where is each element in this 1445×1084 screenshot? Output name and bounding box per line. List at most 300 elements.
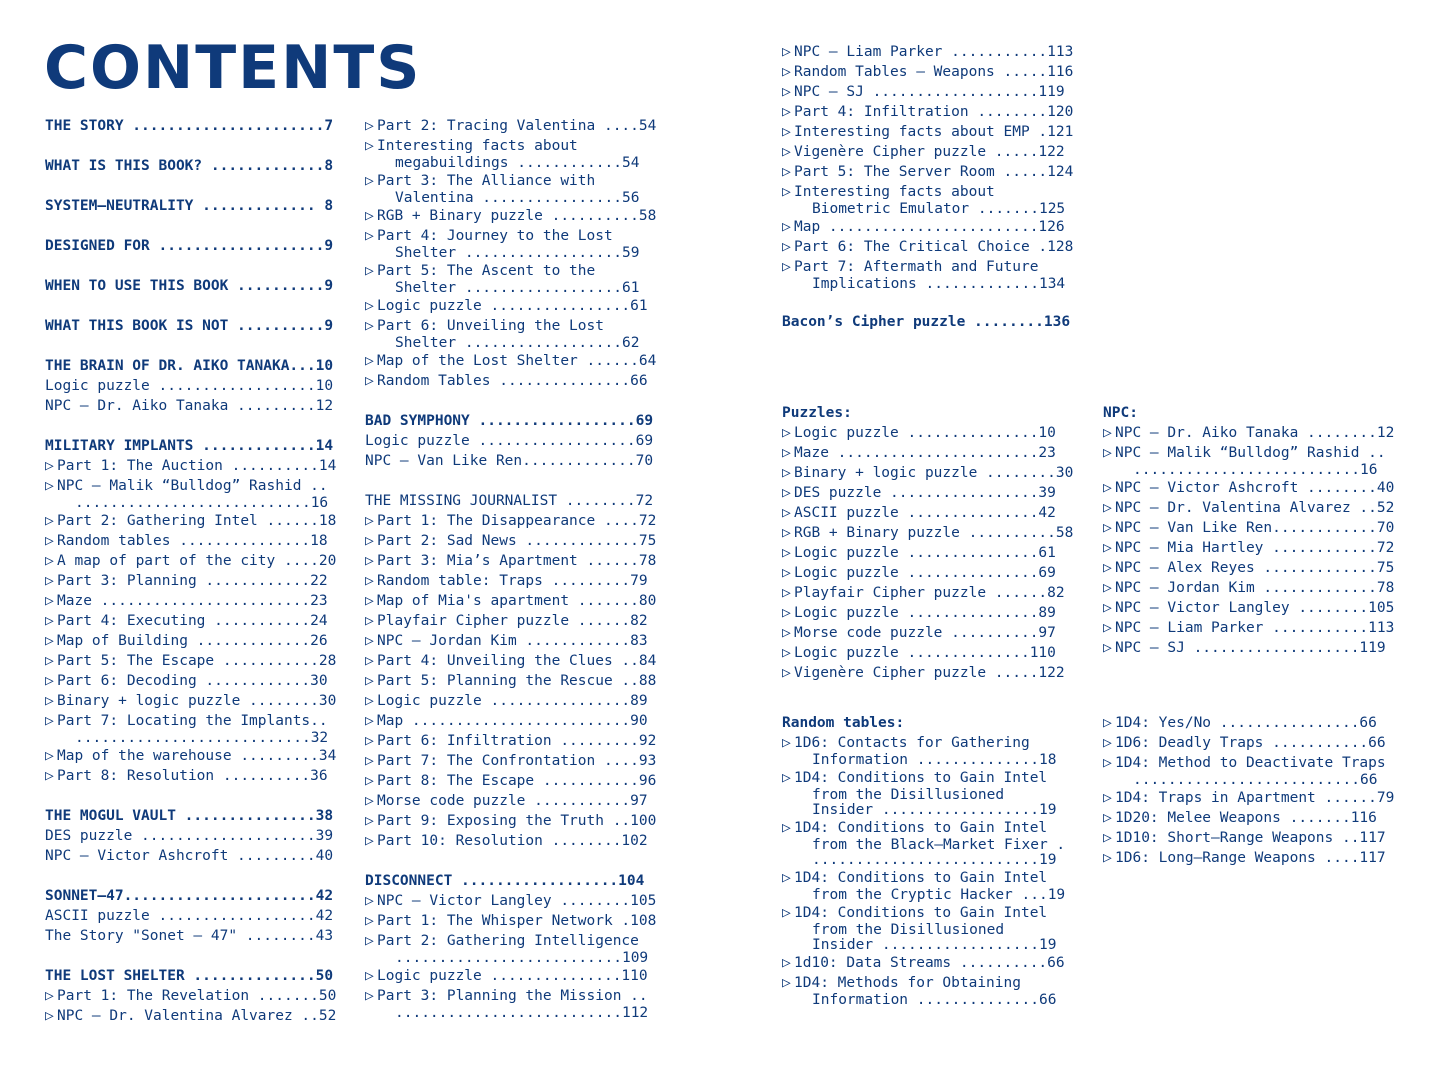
- toc-entry: [365, 316, 665, 351]
- toc-entry-text: Binary + logic puzzle ........30: [794, 465, 1074, 481]
- triangle-bullet-icon: ▷: [1103, 640, 1112, 656]
- toc-entry: [782, 237, 1082, 257]
- toc-entry-text: Map .........................90: [377, 713, 648, 729]
- toc-entry: [365, 811, 665, 831]
- toc-entry-text: 1d10: Data Streams ..........66: [794, 955, 1065, 971]
- toc-entry-text: NPC – Dr. Valentina Alvarez ..52: [57, 1008, 337, 1024]
- toc-entry-text: Part 8: The Escape ...........96: [377, 773, 657, 789]
- triangle-bullet-icon: ▷: [365, 773, 374, 789]
- toc-entry: [1103, 443, 1403, 478]
- triangle-bullet-icon: ▷: [1103, 540, 1112, 556]
- triangle-bullet-icon: ▷: [782, 184, 791, 200]
- toc-heading: [45, 436, 345, 456]
- triangle-bullet-icon: ▷: [1103, 810, 1112, 826]
- toc-entry: [365, 451, 665, 471]
- toc-entry-text: 1D4: Methods for Obtaining: [794, 975, 1021, 991]
- toc-entry-text: Part 7: The Confrontation ....93: [377, 753, 657, 769]
- toc-entry-text: Binary + logic puzzle ........30: [57, 693, 337, 709]
- toc-entry-continuation: ..........................16: [1133, 462, 1378, 478]
- toc-entry-text: Part 5: The Escape ...........28: [57, 653, 337, 669]
- toc-entry: [782, 42, 1082, 62]
- triangle-bullet-icon: ▷: [365, 593, 374, 609]
- toc-entry-text: Vigenère Cipher puzzle .....122: [794, 144, 1065, 160]
- triangle-bullet-icon: ▷: [45, 458, 54, 474]
- toc-entry-text: RGB + Binary puzzle ..........58: [377, 208, 657, 224]
- toc-entry-text: NPC – Malik “Bulldog” Rashid ..: [57, 478, 328, 494]
- triangle-bullet-icon: ▷: [782, 525, 791, 541]
- triangle-bullet-icon: ▷: [1103, 425, 1112, 441]
- toc-entry: [45, 651, 345, 671]
- toc-column-3: [782, 42, 1082, 332]
- toc-entry-text: THE LOST SHELTER ..............50: [45, 968, 334, 984]
- toc-entry-continuation: Insider ..................19: [812, 937, 1057, 953]
- triangle-bullet-icon: ▷: [365, 733, 374, 749]
- triangle-bullet-icon: ▷: [782, 665, 791, 681]
- triangle-bullet-icon: ▷: [1103, 560, 1112, 576]
- toc-entry-text: NPC – Victor Ashcroft ........40: [1115, 480, 1395, 496]
- toc-entry: [45, 396, 345, 416]
- toc-entry-text: NPC – Malik “Bulldog” Rashid ..: [1115, 445, 1386, 461]
- triangle-bullet-icon: ▷: [1103, 520, 1112, 536]
- toc-entry: [45, 826, 345, 846]
- toc-entry: [1103, 558, 1403, 578]
- toc-entry-continuation: Valentina ................56: [395, 190, 640, 206]
- toc-entry: [1103, 808, 1403, 828]
- toc-entry-text: 1D4: Yes/No ................66: [1115, 715, 1377, 731]
- toc-entry: [365, 711, 665, 731]
- toc-entry-text: Part 2: Tracing Valentina ....54: [377, 118, 657, 134]
- toc-entry-text: THE STORY ......................7: [45, 118, 334, 134]
- triangle-bullet-icon: ▷: [365, 263, 374, 279]
- triangle-bullet-icon: ▷: [782, 219, 791, 235]
- toc-entry-text: Map of Building .............26: [57, 633, 328, 649]
- toc-entry-text: Logic puzzle ...............61: [794, 545, 1056, 561]
- toc-entry-text: Part 4: Journey to the Lost: [377, 228, 613, 244]
- triangle-bullet-icon: ▷: [782, 465, 791, 481]
- triangle-bullet-icon: ▷: [1103, 500, 1112, 516]
- toc-entry-continuation: Implications .............134: [812, 276, 1066, 292]
- triangle-bullet-icon: ▷: [365, 373, 374, 389]
- toc-entry: [782, 483, 1082, 503]
- toc-entry: [1103, 518, 1403, 538]
- triangle-bullet-icon: ▷: [782, 425, 791, 441]
- toc-entry: [365, 986, 665, 1021]
- triangle-bullet-icon: ▷: [782, 585, 791, 601]
- triangle-bullet-icon: ▷: [45, 673, 54, 689]
- npc-index: [1103, 403, 1403, 658]
- page-title: CONTENTS: [44, 33, 422, 103]
- toc-entry-continuation: megabuildings ............54: [395, 155, 640, 171]
- toc-entry-text: Logic puzzle ..................69: [365, 433, 654, 449]
- toc-entry-text: Part 1: The Disappearance ....72: [377, 513, 657, 529]
- toc-entry: [45, 746, 345, 766]
- toc-entry: [365, 511, 665, 531]
- toc-entry-text: NPC – Victor Langley ........105: [1115, 600, 1395, 616]
- triangle-bullet-icon: ▷: [45, 653, 54, 669]
- toc-entry: [365, 771, 665, 791]
- toc-entry-text: 1D4: Conditions to Gain Intel: [794, 870, 1048, 886]
- toc-entry-text: Part 8: Resolution ..........36: [57, 768, 328, 784]
- toc-entry: [365, 261, 665, 296]
- toc-heading: [45, 156, 345, 176]
- toc-entry: [782, 768, 1082, 818]
- toc-entry-text: Part 1: The Whisper Network .108: [377, 913, 657, 929]
- toc-column-2: [365, 116, 665, 1021]
- toc-entry: [782, 217, 1082, 237]
- triangle-bullet-icon: ▷: [1103, 830, 1112, 846]
- toc-heading: [45, 886, 345, 906]
- toc-entry-text: Map of the warehouse .........34: [57, 748, 337, 764]
- toc-entry-text: Puzzles:: [782, 405, 852, 421]
- toc-entry-text: Morse code puzzle ..........97: [794, 625, 1056, 641]
- triangle-bullet-icon: ▷: [365, 353, 374, 369]
- triangle-bullet-icon: ▷: [365, 298, 374, 314]
- toc-entry-text: NPC – Victor Langley ........105: [377, 893, 657, 909]
- toc-entry-continuation: ..........................109: [395, 950, 649, 966]
- toc-entry: [782, 663, 1082, 683]
- toc-entry-text: ASCII puzzle ..................42: [45, 908, 334, 924]
- toc-entry-text: Part 7: Locating the Implants..: [57, 713, 328, 729]
- toc-entry-text: NPC – Liam Parker ...........113: [794, 44, 1074, 60]
- triangle-bullet-icon: ▷: [782, 770, 791, 786]
- toc-entry: [365, 611, 665, 631]
- toc-entry: [782, 543, 1082, 563]
- triangle-bullet-icon: ▷: [1103, 600, 1112, 616]
- toc-heading: [45, 966, 345, 986]
- toc-entry-text: Part 6: Infiltration .........92: [377, 733, 657, 749]
- toc-entry-text: 1D4: Conditions to Gain Intel: [794, 905, 1048, 921]
- toc-entry-text: Bacon’s Cipher puzzle ........136: [782, 314, 1071, 330]
- triangle-bullet-icon: ▷: [365, 633, 374, 649]
- triangle-bullet-icon: ▷: [1103, 480, 1112, 496]
- triangle-bullet-icon: ▷: [1103, 620, 1112, 636]
- triangle-bullet-icon: ▷: [45, 478, 54, 494]
- toc-entry-continuation: ..........................66: [1133, 772, 1378, 788]
- toc-entry-text: Maze .......................23: [794, 445, 1056, 461]
- toc-entry: [782, 563, 1082, 583]
- toc-entry-text: Part 7: Aftermath and Future: [794, 259, 1039, 275]
- toc-entry: [45, 1006, 345, 1026]
- triangle-bullet-icon: ▷: [365, 513, 374, 529]
- toc-entry: [365, 226, 665, 261]
- toc-entry-continuation: from the Cryptic Hacker ...19: [812, 887, 1066, 903]
- toc-entry: [45, 551, 345, 571]
- toc-entry-text: DES puzzle .................39: [794, 485, 1056, 501]
- toc-entry: [782, 122, 1082, 142]
- triangle-bullet-icon: ▷: [45, 593, 54, 609]
- toc-entry-text: Maze ........................23: [57, 593, 328, 609]
- random-tables-index: [782, 713, 1082, 1008]
- triangle-bullet-icon: ▷: [365, 573, 374, 589]
- triangle-bullet-icon: ▷: [365, 613, 374, 629]
- toc-entry: [365, 731, 665, 751]
- toc-entry: [782, 503, 1082, 523]
- triangle-bullet-icon: ▷: [1103, 755, 1112, 771]
- triangle-bullet-icon: ▷: [45, 988, 54, 1004]
- triangle-bullet-icon: ▷: [782, 955, 791, 971]
- toc-entry: [782, 162, 1082, 182]
- triangle-bullet-icon: ▷: [782, 975, 791, 991]
- toc-entry-text: Part 5: The Ascent to the: [377, 263, 596, 279]
- toc-entry-text: THE MISSING JOURNALIST ........72: [365, 493, 654, 509]
- toc-entry-continuation: Information ..............66: [812, 992, 1057, 1008]
- triangle-bullet-icon: ▷: [782, 64, 791, 80]
- toc-entry-text: A map of part of the city ....20: [57, 553, 337, 569]
- toc-entry-text: Map of the Lost Shelter ......64: [377, 353, 657, 369]
- toc-entry-text: DISCONNECT ..................104: [365, 873, 645, 889]
- triangle-bullet-icon: ▷: [1103, 790, 1112, 806]
- toc-entry-text: Interesting facts about EMP .121: [794, 124, 1074, 140]
- toc-entry: [365, 371, 665, 391]
- toc-entry: [1103, 638, 1403, 658]
- toc-entry: [1103, 538, 1403, 558]
- toc-entry-text: Interesting facts about: [794, 184, 995, 200]
- toc-heading: [45, 316, 345, 336]
- triangle-bullet-icon: ▷: [45, 748, 54, 764]
- toc-entry: [45, 456, 345, 476]
- triangle-bullet-icon: ▷: [782, 144, 791, 160]
- toc-entry-text: NPC – Dr. Aiko Tanaka ........12: [1115, 425, 1395, 441]
- toc-entry: [782, 102, 1082, 122]
- toc-entry-text: NPC – Jordan Kim .............78: [1115, 580, 1395, 596]
- toc-entry-text: NPC – Van Like Ren............70: [1115, 520, 1395, 536]
- toc-entry: [45, 571, 345, 591]
- toc-entry-text: WHAT THIS BOOK IS NOT ..........9: [45, 318, 334, 334]
- toc-entry: [782, 623, 1082, 643]
- toc-entry: [45, 531, 345, 551]
- triangle-bullet-icon: ▷: [45, 553, 54, 569]
- toc-entry: [45, 611, 345, 631]
- toc-entry: [365, 206, 665, 226]
- toc-entry-continuation: Shelter ..................59: [395, 245, 640, 261]
- toc-heading: [45, 116, 345, 136]
- toc-entry: [45, 766, 345, 786]
- toc-entry-continuation: Shelter ..................61: [395, 280, 640, 296]
- toc-entry: [45, 986, 345, 1006]
- triangle-bullet-icon: ▷: [782, 625, 791, 641]
- toc-entry-text: Part 1: The Revelation .......50: [57, 988, 337, 1004]
- toc-entry-text: SYSTEM–NEUTRALITY ............. 8: [45, 198, 334, 214]
- toc-entry-text: The Story "Sonet – 47" ........43: [45, 928, 334, 944]
- toc-entry-text: 1D6: Long–Range Weapons ....117: [1115, 850, 1386, 866]
- toc-entry-text: NPC – Jordan Kim ............83: [377, 633, 648, 649]
- toc-entry-continuation: ..........................19: [812, 852, 1057, 868]
- toc-entry-text: Logic puzzle ..............110: [794, 645, 1056, 661]
- toc-entry-text: Interesting facts about: [377, 138, 578, 154]
- toc-entry: [1103, 733, 1403, 753]
- toc-entry: [782, 868, 1082, 903]
- toc-entry-text: NPC – Van Like Ren.............70: [365, 453, 654, 469]
- toc-entry: [1103, 618, 1403, 638]
- toc-heading: [1103, 403, 1403, 423]
- toc-entry-text: Logic puzzle ................61: [377, 298, 648, 314]
- toc-entry-continuation: Insider ..................19: [812, 802, 1057, 818]
- puzzles-index: [782, 403, 1082, 683]
- triangle-bullet-icon: ▷: [365, 988, 374, 1004]
- toc-entry: [45, 591, 345, 611]
- toc-entry: [782, 443, 1082, 463]
- toc-entry: [1103, 478, 1403, 498]
- toc-entry: [45, 846, 345, 866]
- triangle-bullet-icon: ▷: [782, 905, 791, 921]
- triangle-bullet-icon: ▷: [782, 445, 791, 461]
- toc-entry: [365, 791, 665, 811]
- toc-heading: [45, 236, 345, 256]
- triangle-bullet-icon: ▷: [1103, 580, 1112, 596]
- toc-entry-continuation: Information ..............18: [812, 752, 1057, 768]
- toc-heading: [782, 312, 1082, 332]
- toc-entry-text: BAD SYMPHONY ..................69: [365, 413, 654, 429]
- toc-entry: [45, 711, 345, 746]
- toc-entry-text: Logic puzzle ...............110: [377, 968, 648, 984]
- toc-entry: [365, 911, 665, 931]
- triangle-bullet-icon: ▷: [45, 633, 54, 649]
- triangle-bullet-icon: ▷: [782, 485, 791, 501]
- toc-entry-text: Part 2: Gathering Intel ......18: [57, 513, 337, 529]
- triangle-bullet-icon: ▷: [365, 753, 374, 769]
- dice-tables-index: [1103, 713, 1403, 868]
- toc-entry-text: Part 3: The Alliance with: [377, 173, 596, 189]
- triangle-bullet-icon: ▷: [45, 513, 54, 529]
- toc-entry: [365, 351, 665, 371]
- triangle-bullet-icon: ▷: [1103, 715, 1112, 731]
- toc-entry: [782, 142, 1082, 162]
- triangle-bullet-icon: ▷: [45, 573, 54, 589]
- triangle-bullet-icon: ▷: [782, 645, 791, 661]
- toc-entry: [1103, 578, 1403, 598]
- triangle-bullet-icon: ▷: [365, 208, 374, 224]
- toc-entry-continuation: from the Black–Market Fixer .: [812, 837, 1066, 853]
- toc-entry-text: ASCII puzzle ...............42: [794, 505, 1056, 521]
- toc-entry-text: DES puzzle ....................39: [45, 828, 334, 844]
- toc-heading: [45, 356, 345, 376]
- toc-entry-text: Part 6: Unveiling the Lost: [377, 318, 604, 334]
- toc-entry: [782, 523, 1082, 543]
- toc-entry: [365, 631, 665, 651]
- toc-entry-text: 1D4: Conditions to Gain Intel: [794, 770, 1048, 786]
- toc-entry-text: Part 5: Planning the Rescue ..88: [377, 673, 657, 689]
- toc-entry-text: Part 3: Mia’s Apartment ......78: [377, 553, 657, 569]
- toc-entry-continuation: Shelter ..................62: [395, 335, 640, 351]
- triangle-bullet-icon: ▷: [782, 565, 791, 581]
- toc-entry: [782, 953, 1082, 973]
- triangle-bullet-icon: ▷: [45, 693, 54, 709]
- toc-entry-text: RGB + Binary puzzle ..........58: [794, 525, 1074, 541]
- toc-heading: [782, 713, 1082, 733]
- toc-entry: [782, 643, 1082, 663]
- toc-entry: [782, 257, 1082, 292]
- toc-entry-text: Vigenère Cipher puzzle .....122: [794, 665, 1065, 681]
- triangle-bullet-icon: ▷: [365, 318, 374, 334]
- toc-entry-text: NPC – Dr. Valentina Alvarez ..52: [1115, 500, 1395, 516]
- toc-entry: [365, 591, 665, 611]
- toc-entry-continuation: ...........................32: [75, 730, 329, 746]
- toc-entry: [1103, 423, 1403, 443]
- toc-entry: [45, 631, 345, 651]
- toc-entry-text: 1D6: Deadly Traps ...........66: [1115, 735, 1386, 751]
- toc-entry-text: WHEN TO USE THIS BOOK ..........9: [45, 278, 334, 294]
- toc-entry: [1103, 498, 1403, 518]
- toc-entry: [782, 903, 1082, 953]
- toc-entry-text: Logic puzzle ...............69: [794, 565, 1056, 581]
- toc-entry: [782, 733, 1082, 768]
- toc-entry: [365, 431, 665, 451]
- toc-entry-text: NPC – Liam Parker ...........113: [1115, 620, 1395, 636]
- toc-entry-text: Random table: Traps .........79: [377, 573, 648, 589]
- toc-entry: [365, 116, 665, 136]
- toc-entry: [1103, 828, 1403, 848]
- triangle-bullet-icon: ▷: [365, 933, 374, 949]
- triangle-bullet-icon: ▷: [782, 239, 791, 255]
- triangle-bullet-icon: ▷: [365, 968, 374, 984]
- toc-entry: [782, 423, 1082, 443]
- triangle-bullet-icon: ▷: [365, 713, 374, 729]
- triangle-bullet-icon: ▷: [45, 613, 54, 629]
- toc-entry-text: MILITARY IMPLANTS .............14: [45, 438, 334, 454]
- toc-entry: [365, 296, 665, 316]
- toc-entry-text: NPC – Dr. Aiko Tanaka .........12: [45, 398, 334, 414]
- toc-entry-text: Part 4: Executing ...........24: [57, 613, 328, 629]
- triangle-bullet-icon: ▷: [782, 124, 791, 140]
- triangle-bullet-icon: ▷: [365, 893, 374, 909]
- toc-entry-text: Part 10: Resolution ........102: [377, 833, 648, 849]
- triangle-bullet-icon: ▷: [365, 913, 374, 929]
- triangle-bullet-icon: ▷: [45, 713, 54, 729]
- triangle-bullet-icon: ▷: [365, 833, 374, 849]
- toc-entry-text: Logic puzzle ...............89: [794, 605, 1056, 621]
- toc-entry: [45, 926, 345, 946]
- toc-entry: [45, 691, 345, 711]
- triangle-bullet-icon: ▷: [365, 553, 374, 569]
- toc-entry-text: 1D20: Melee Weapons .......116: [1115, 810, 1377, 826]
- toc-entry: [45, 376, 345, 396]
- toc-column-1: [45, 116, 345, 1026]
- toc-entry-text: Part 2: Gathering Intelligence: [377, 933, 639, 949]
- toc-entry-text: Random tables:: [782, 715, 905, 731]
- toc-entry-text: NPC – Mia Hartley ............72: [1115, 540, 1395, 556]
- toc-heading: [365, 871, 665, 891]
- triangle-bullet-icon: ▷: [365, 173, 374, 189]
- toc-entry-text: Part 4: Unveiling the Clues ..84: [377, 653, 657, 669]
- toc-entry: [365, 551, 665, 571]
- triangle-bullet-icon: ▷: [782, 259, 791, 275]
- toc-entry: [365, 966, 665, 986]
- toc-entry: [365, 171, 665, 206]
- toc-entry: [365, 931, 665, 966]
- triangle-bullet-icon: ▷: [782, 735, 791, 751]
- toc-entry: [365, 571, 665, 591]
- toc-heading: [365, 411, 665, 431]
- toc-entry: [1103, 598, 1403, 618]
- triangle-bullet-icon: ▷: [365, 673, 374, 689]
- toc-entry-text: THE MOGUL VAULT ...............38: [45, 808, 334, 824]
- triangle-bullet-icon: ▷: [782, 84, 791, 100]
- toc-entry: [782, 82, 1082, 102]
- triangle-bullet-icon: ▷: [1103, 735, 1112, 751]
- toc-entry-text: Part 3: Planning the Mission ..: [377, 988, 648, 1004]
- toc-entry-text: Logic puzzle ...............10: [794, 425, 1056, 441]
- toc-entry: [1103, 713, 1403, 733]
- triangle-bullet-icon: ▷: [782, 545, 791, 561]
- toc-entry: [782, 182, 1082, 217]
- toc-entry-text: Morse code puzzle ...........97: [377, 793, 648, 809]
- toc-entry-continuation: from the Disillusioned: [812, 922, 1005, 938]
- triangle-bullet-icon: ▷: [365, 793, 374, 809]
- triangle-bullet-icon: ▷: [782, 820, 791, 836]
- toc-entry-text: Logic puzzle ..................10: [45, 378, 334, 394]
- toc-entry: [1103, 848, 1403, 868]
- toc-entry: [45, 671, 345, 691]
